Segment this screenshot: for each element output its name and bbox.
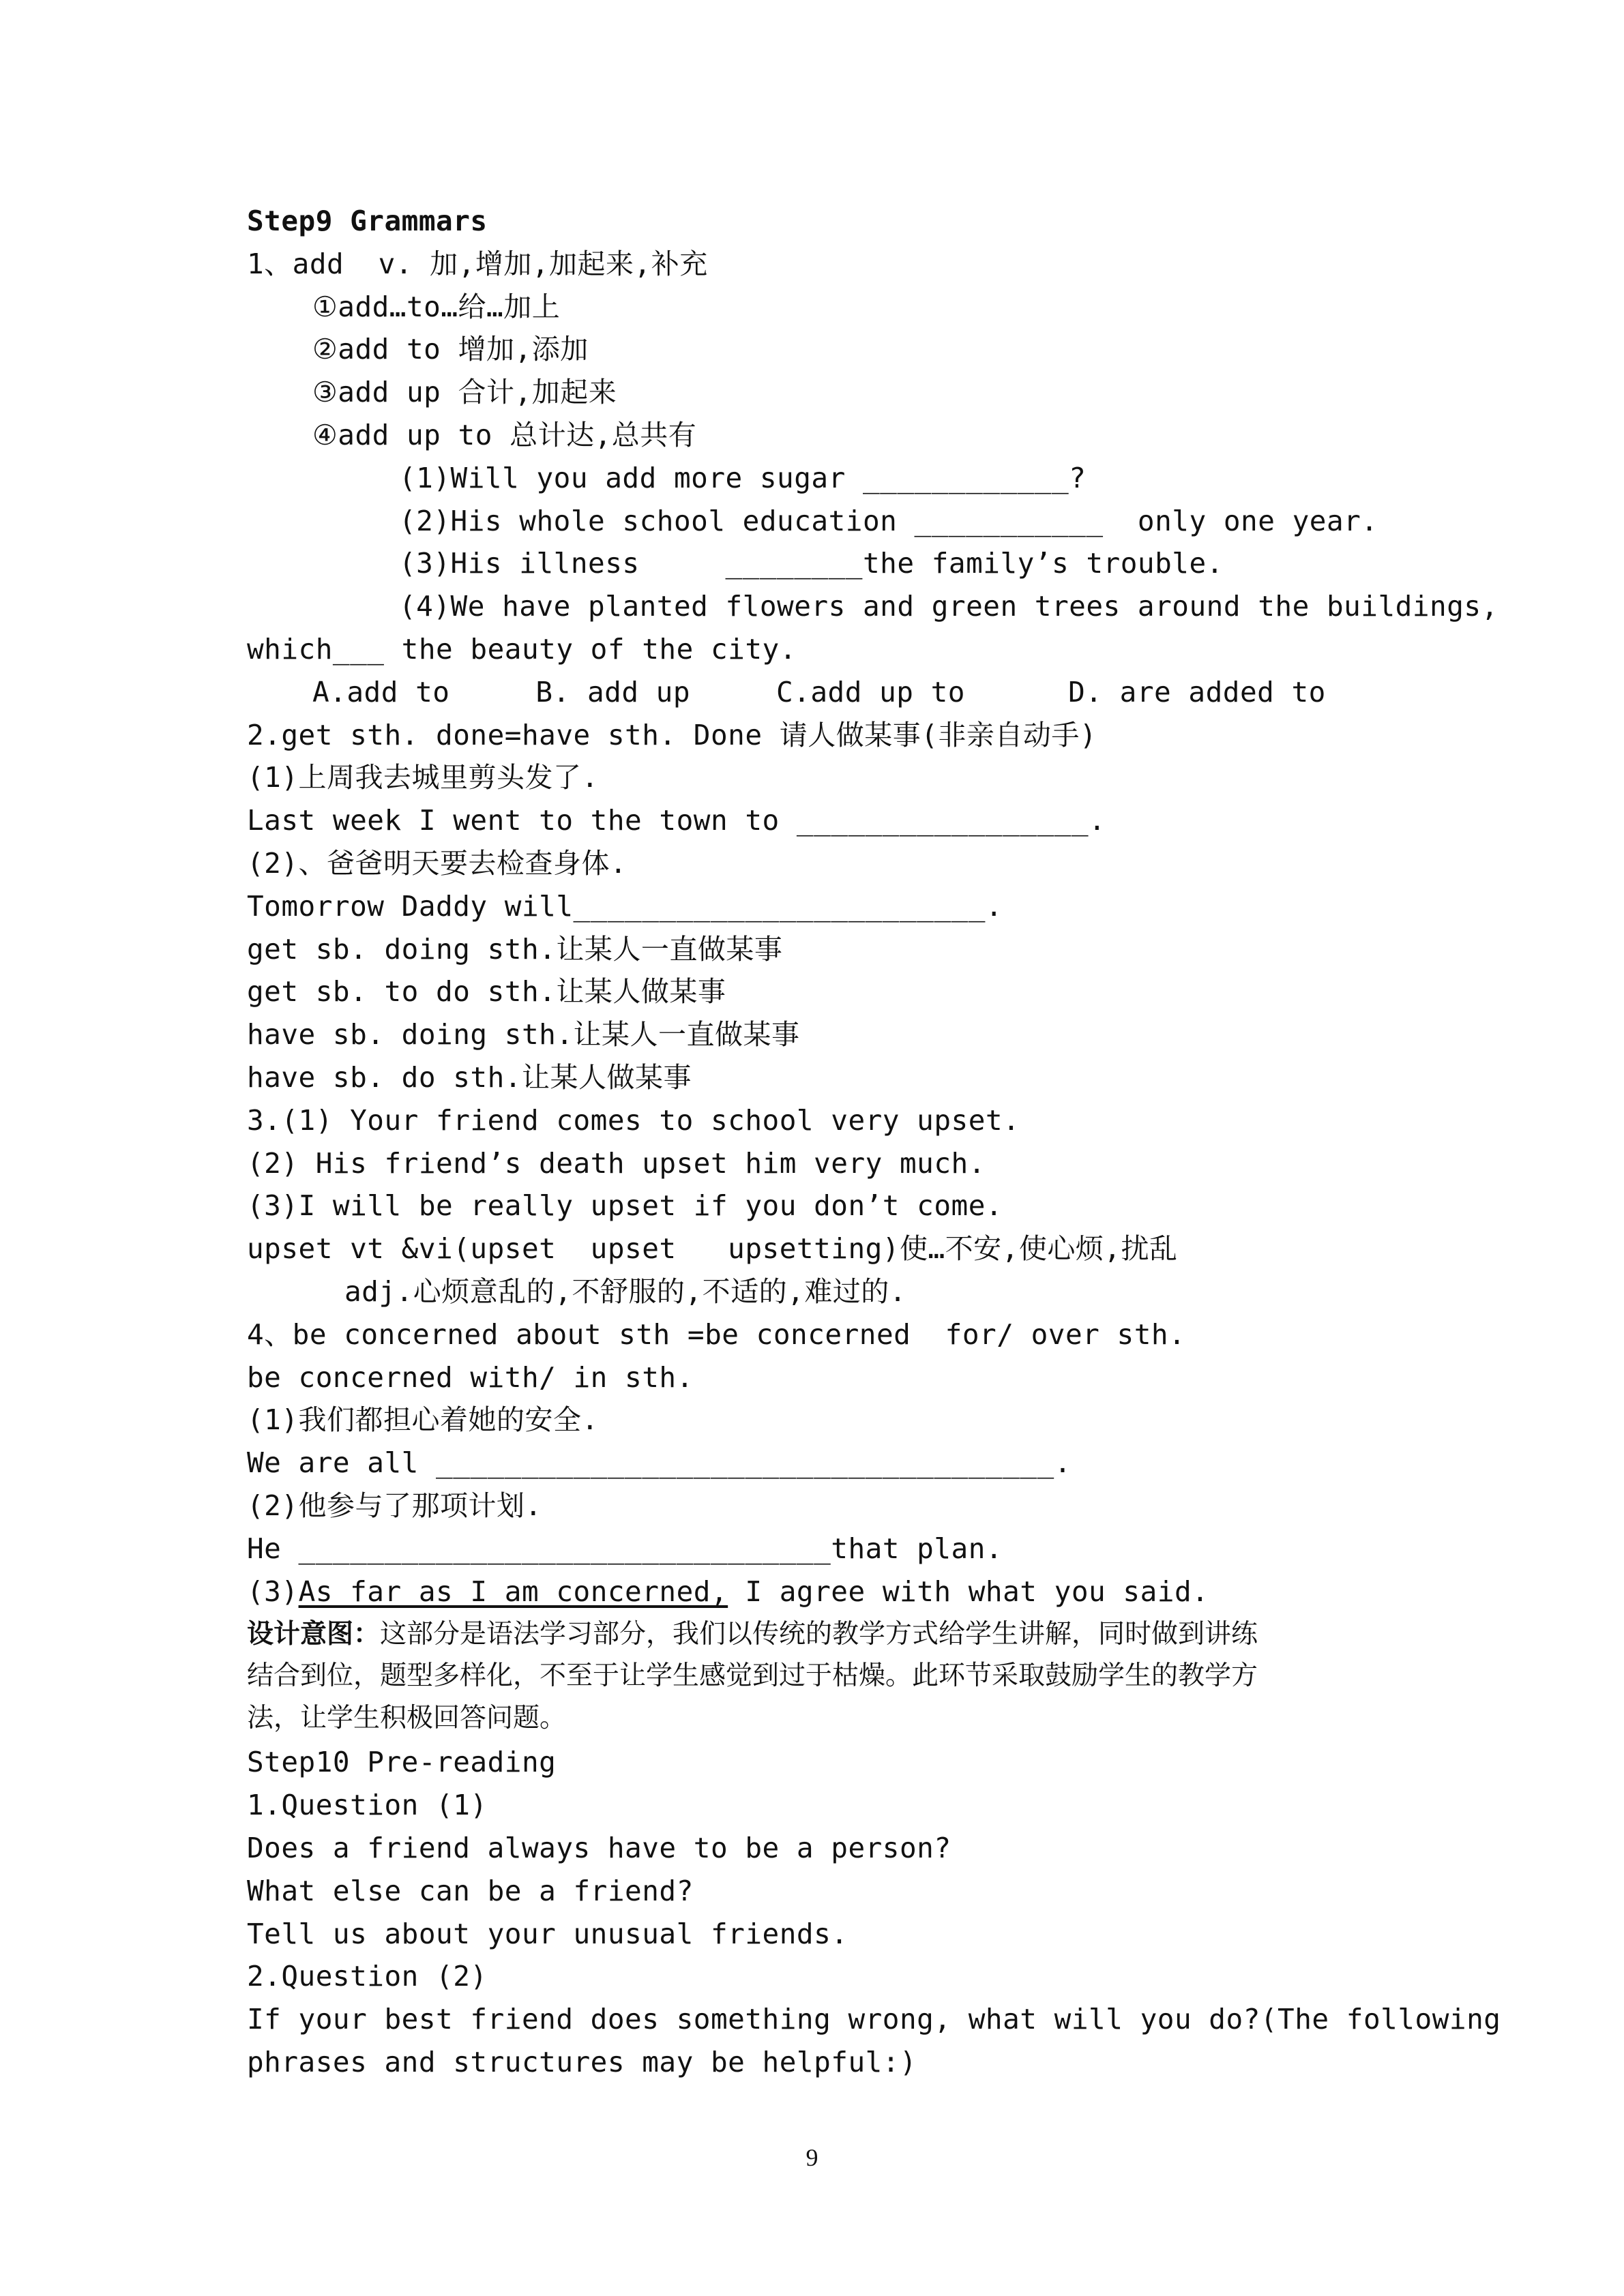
question-1-label: 1.Question (1) (247, 1789, 488, 1821)
design-intent-line1 (247, 1613, 1258, 1654)
get-done-ex2-en: Tomorrow Daddy will________________________. (247, 890, 1003, 923)
add-usage-4: ④add up to 总计达,总共有 (312, 419, 697, 451)
add-usage-1: ①add…to…给…加上 (312, 290, 561, 323)
question-2-b: phrases and structures may be helpful:) (247, 2046, 917, 2078)
concerned-ex3-prefix: (3) (247, 1575, 299, 1608)
question-1-a: Does a friend always have to be a person? (247, 1832, 951, 1864)
design-intent-line3: 法，让学生积极回答问题。 (247, 1703, 567, 1733)
get-done-ex2-cn: (2)、爸爸明天要去检查身体. (247, 847, 628, 880)
get-done-ex1-cn: (1)上周我去城里剪头发了. (247, 761, 599, 794)
concerned-ex3 (247, 1571, 1209, 1612)
upset-ex2: (2) His friend’s death upset him very much. (247, 1147, 986, 1180)
step10-heading: Step10 Pre-reading (247, 1746, 557, 1778)
get-done-heading: 2.get sth. done=have sth. Done 请人做某事(非亲自动手) (247, 719, 1097, 751)
question-1-c: Tell us about your unusual friends. (247, 1918, 848, 1950)
add-usage-3: ③add up 合计,加起来 (312, 376, 617, 408)
upset-ex3: (3)I will be really upset if you don’t come. (247, 1189, 1003, 1222)
exercise-2: (2)His whole school education ___________ only one year. (399, 505, 1378, 537)
design-intent-line2: 结合到位，题型多样化，不至于让学生感觉到过于枯燥。此环节采取鼓励学生的教学方 (247, 1660, 1258, 1691)
concerned-heading: 4、be concerned about sth =be concerned for/ over sth. (247, 1318, 1186, 1351)
upset-ex1: 3.(1) Your friend comes to school very upset. (247, 1104, 1020, 1137)
exercise-1: (1)Will you add more sugar ____________? (399, 462, 1087, 494)
concerned-ex3-rest: I agree with what you said. (728, 1575, 1209, 1608)
concerned-ex3-underlined: As far as I am concerned, (298, 1575, 728, 1608)
get-doing-rule: get sb. doing sth.让某人一直做某事 (247, 933, 783, 966)
page-number: 9 (806, 2144, 818, 2171)
concerned-ex1-en: We are all ____________________________________. (247, 1446, 1072, 1479)
concerned-ex2-cn: (2)他参与了那项计划. (247, 1489, 542, 1522)
question-2-a: If your best friend does something wrong, what will you do?(The following (247, 2003, 1501, 2036)
question-2-label: 2.Question (2) (247, 1960, 488, 1993)
design-intent-text1: 这部分是语法学习部分，我们以传统的教学方式给学生讲解，同时做到讲练 (380, 1619, 1258, 1650)
add-usage-2: ②add to 增加,添加 (312, 333, 589, 366)
upset-definition: upset vt &vi(upset upset upsetting)使…不安,使心烦,扰乱 (247, 1232, 1178, 1265)
have-do-rule: have sb. do sth.让某人做某事 (247, 1061, 692, 1094)
design-intent-label: 设计意图： (247, 1618, 381, 1650)
concerned-ex1-cn: (1)我们都担心着她的安全. (247, 1403, 599, 1436)
upset-adj: adj.心烦意乱的,不舒服的,不适的,难过的. (344, 1275, 906, 1308)
step9-heading: Step9 Grammars (247, 205, 488, 237)
get-to-do-rule: get sb. to do sth.让某人做某事 (247, 975, 726, 1008)
concerned-ex2-en: He _______________________________that plan. (247, 1532, 1003, 1565)
get-done-ex1-en: Last week I went to the town to _________________. (247, 804, 1106, 837)
exercise-4-cont: which___ the beauty of the city. (247, 633, 797, 666)
concerned-with: be concerned with/ in sth. (247, 1361, 694, 1394)
add-definition: 1、add v. 加,增加,加起来,补充 (247, 248, 708, 280)
exercise-4: (4)We have planted flowers and green trees around the buildings, (399, 590, 1498, 623)
answer-options: A.add to B. add up C.add up to D. are added to (312, 676, 1326, 709)
exercise-3: (3)His illness ________the family’s trouble. (399, 547, 1224, 580)
question-1-b: What else can be a friend? (247, 1875, 694, 1907)
have-doing-rule: have sb. doing sth.让某人一直做某事 (247, 1018, 800, 1051)
